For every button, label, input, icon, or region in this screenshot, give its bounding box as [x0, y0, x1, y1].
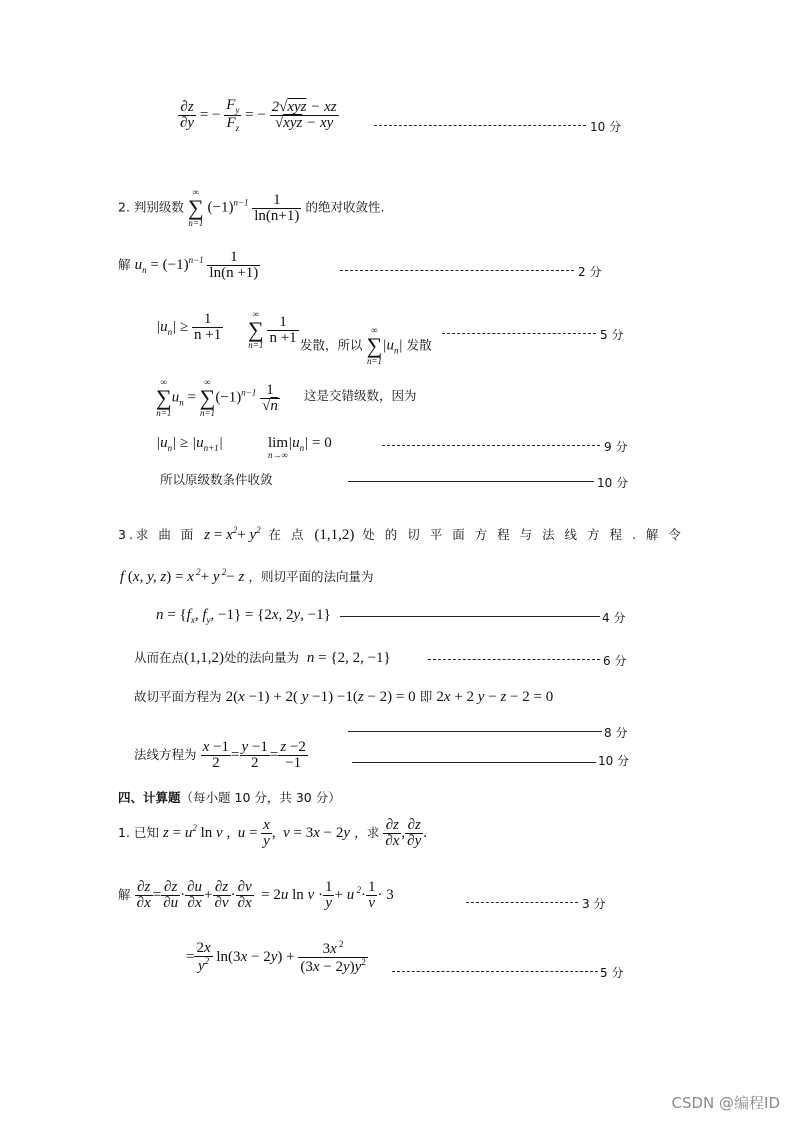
- score-leader: [340, 270, 574, 271]
- q3-stem-prefix: 3.求 曲 面: [118, 527, 197, 542]
- q4-1-stem-ask: ，求: [354, 824, 380, 840]
- q3-stem-suffix: 处 的 切 平 面 方 程 与 法 线 方 程 . 解 令: [362, 527, 684, 542]
- q3-tangent-plane: 故切平面方程为 2(x −1) + 2( y −1) −1(z − 2) = 0 即 2x + 2 y − z − 2 = 0: [134, 689, 554, 705]
- score-leader: [428, 659, 600, 660]
- score-label: 5 分: [600, 328, 624, 342]
- q2-abs-bound: $|u_n|$ ≥ $\frac{1}{n +1}$: [156, 311, 222, 343]
- q3-normal-vector: $n = \{f_x$, $f_y$, −1} = {2x, 2y, −1}: [156, 607, 331, 625]
- q4-1-stem-prefix: 1. 已知: [118, 824, 159, 840]
- score-leader: [382, 445, 600, 446]
- q2-monotone: $|u_n| \ge |u_{n+1}|$: [156, 435, 223, 453]
- section4-title: 四、计算题: [118, 790, 181, 805]
- score-label: 10 分: [590, 120, 622, 134]
- q2-alternating: ∞ ∑ n=1 $u_n$ = ∞ ∑ n=1 $(-1)^{n-1}$ $\frac{1}{√n}$: [156, 377, 278, 418]
- q3-normal-line: 法线方程为 $\frac{x -1}{2}$ = $\frac{y -1}{2}$ = $\frac{z -2}{-1}$: [134, 739, 306, 771]
- score-label: 4 分: [602, 611, 626, 625]
- score-leader: [442, 333, 596, 334]
- q3-normal-text: 法线方程为: [134, 746, 197, 762]
- q3-plane-text: 故切平面方程为: [134, 689, 222, 704]
- q3-stem: 3.求 曲 面 $z = x^2+ y^2$ 在 点 (1,1,2) 处 的 切 平 面 方 程 与 法 线 方 程 . 解 令: [118, 525, 684, 543]
- q2-limit: lim n→∞ $|u_n| = 0$: [268, 435, 332, 460]
- q3-stem-mid: 在 点: [268, 527, 307, 542]
- q3-point-normal: 从而在点(1,1,2)处的法向量为 n = {2, 2, −1}: [134, 650, 391, 666]
- q2-un: 解 $u_n = (-1)^{n-1}$ $\frac{1}{\ln(n +1)}$: [118, 249, 259, 281]
- q4-1-step1: 解 $\frac{\partial z}{\partial x}$ = $\frac{\partial z}{\partial u}$ · $\frac{\partial u}{\partial x}$ + $\frac{\partial z}{\partial v}$ · $\frac{\partial v}{\partial x}$ = 2u ln v · $\frac{1}{y}$ + u $^2$· $\frac{1}{v}$ · 3: [118, 879, 394, 911]
- score-leader: [352, 762, 596, 763]
- q3-plane-mid: 即: [419, 689, 433, 704]
- score-label: 2 分: [578, 265, 602, 279]
- q3-point-text: 从而在点: [134, 650, 185, 665]
- score-leader: [348, 731, 602, 732]
- score-label: 10 分: [597, 476, 629, 490]
- section4-note: （每小题 10 分，共 30 分）: [180, 790, 341, 805]
- q4-1-step2: = $\frac{2x}{y^2}$ ln(3x − 2y) + $\frac{3x ^2}{(3x - 2y)y^2}$: [186, 939, 366, 975]
- q2-sum-diverge: ∞ ∑ n=1 $\frac{1}{n +1}$: [248, 309, 297, 350]
- score-leader: [392, 971, 598, 972]
- q2-conclusion: 所以原级数条件收敛: [160, 472, 273, 487]
- q3-fdef: f (x, y, z) = x $^2$+ y $^2$− z ，则切平面的法向量为: [120, 567, 374, 585]
- dzdy-equation: $\frac{\partial z}{\partial y}$ = − $\frac{F_y}{F_z}$ = − $\frac{\text{2√xyz − xz}}{\text{√xyz − xy}}$: [180, 97, 337, 133]
- q2-stem-prefix: 2. 判别级数: [118, 199, 184, 215]
- score-leader: [466, 902, 578, 903]
- q4-1-stem: 1. 已知 $z = u^2$ ln v , u = $\frac{x}{y}$ , v = 3x − 2y ，求 $\frac{\partial z}{\partial x}$ , $\frac{\partial z}{\partial y}$ .: [118, 817, 427, 849]
- score-label: 8 分: [604, 726, 628, 740]
- score-label: 5 分: [600, 966, 624, 980]
- q2-diverge-text: 发散，所以 ∞ ∑ n=1 $|u_n|$ 发散: [300, 325, 432, 366]
- score-label: 10 分: [598, 754, 630, 768]
- watermark: CSDN @编程ID: [671, 1094, 780, 1112]
- score-leader: [374, 125, 586, 126]
- solution-label: 解: [118, 886, 131, 902]
- diverge-text: 发散，所以: [300, 337, 363, 353]
- score-label: 6 分: [603, 654, 627, 668]
- score-leader: [348, 481, 594, 482]
- score-label: 3 分: [582, 897, 606, 911]
- diverge-text-2: 发散: [406, 337, 432, 353]
- q2-alt-text: 这是交错级数，因为: [304, 388, 417, 403]
- q2-stem-suffix: 的绝对收敛性.: [305, 199, 385, 215]
- solution-label: 解: [118, 256, 131, 272]
- score-label: 9 分: [604, 440, 628, 454]
- q2-stem: 2. 判别级数 ∞ ∑ n=1 $(-1)^{n-1}$ $\frac{1}{\ln(n+1)}$ 的绝对收敛性.: [118, 187, 385, 228]
- q3-fdef-suffix: ，则切平面的法向量为: [248, 569, 374, 584]
- section4-header: [118, 792, 341, 805]
- score-leader: [340, 616, 600, 617]
- q3-point-text-2: 处的法向量为: [224, 650, 300, 665]
